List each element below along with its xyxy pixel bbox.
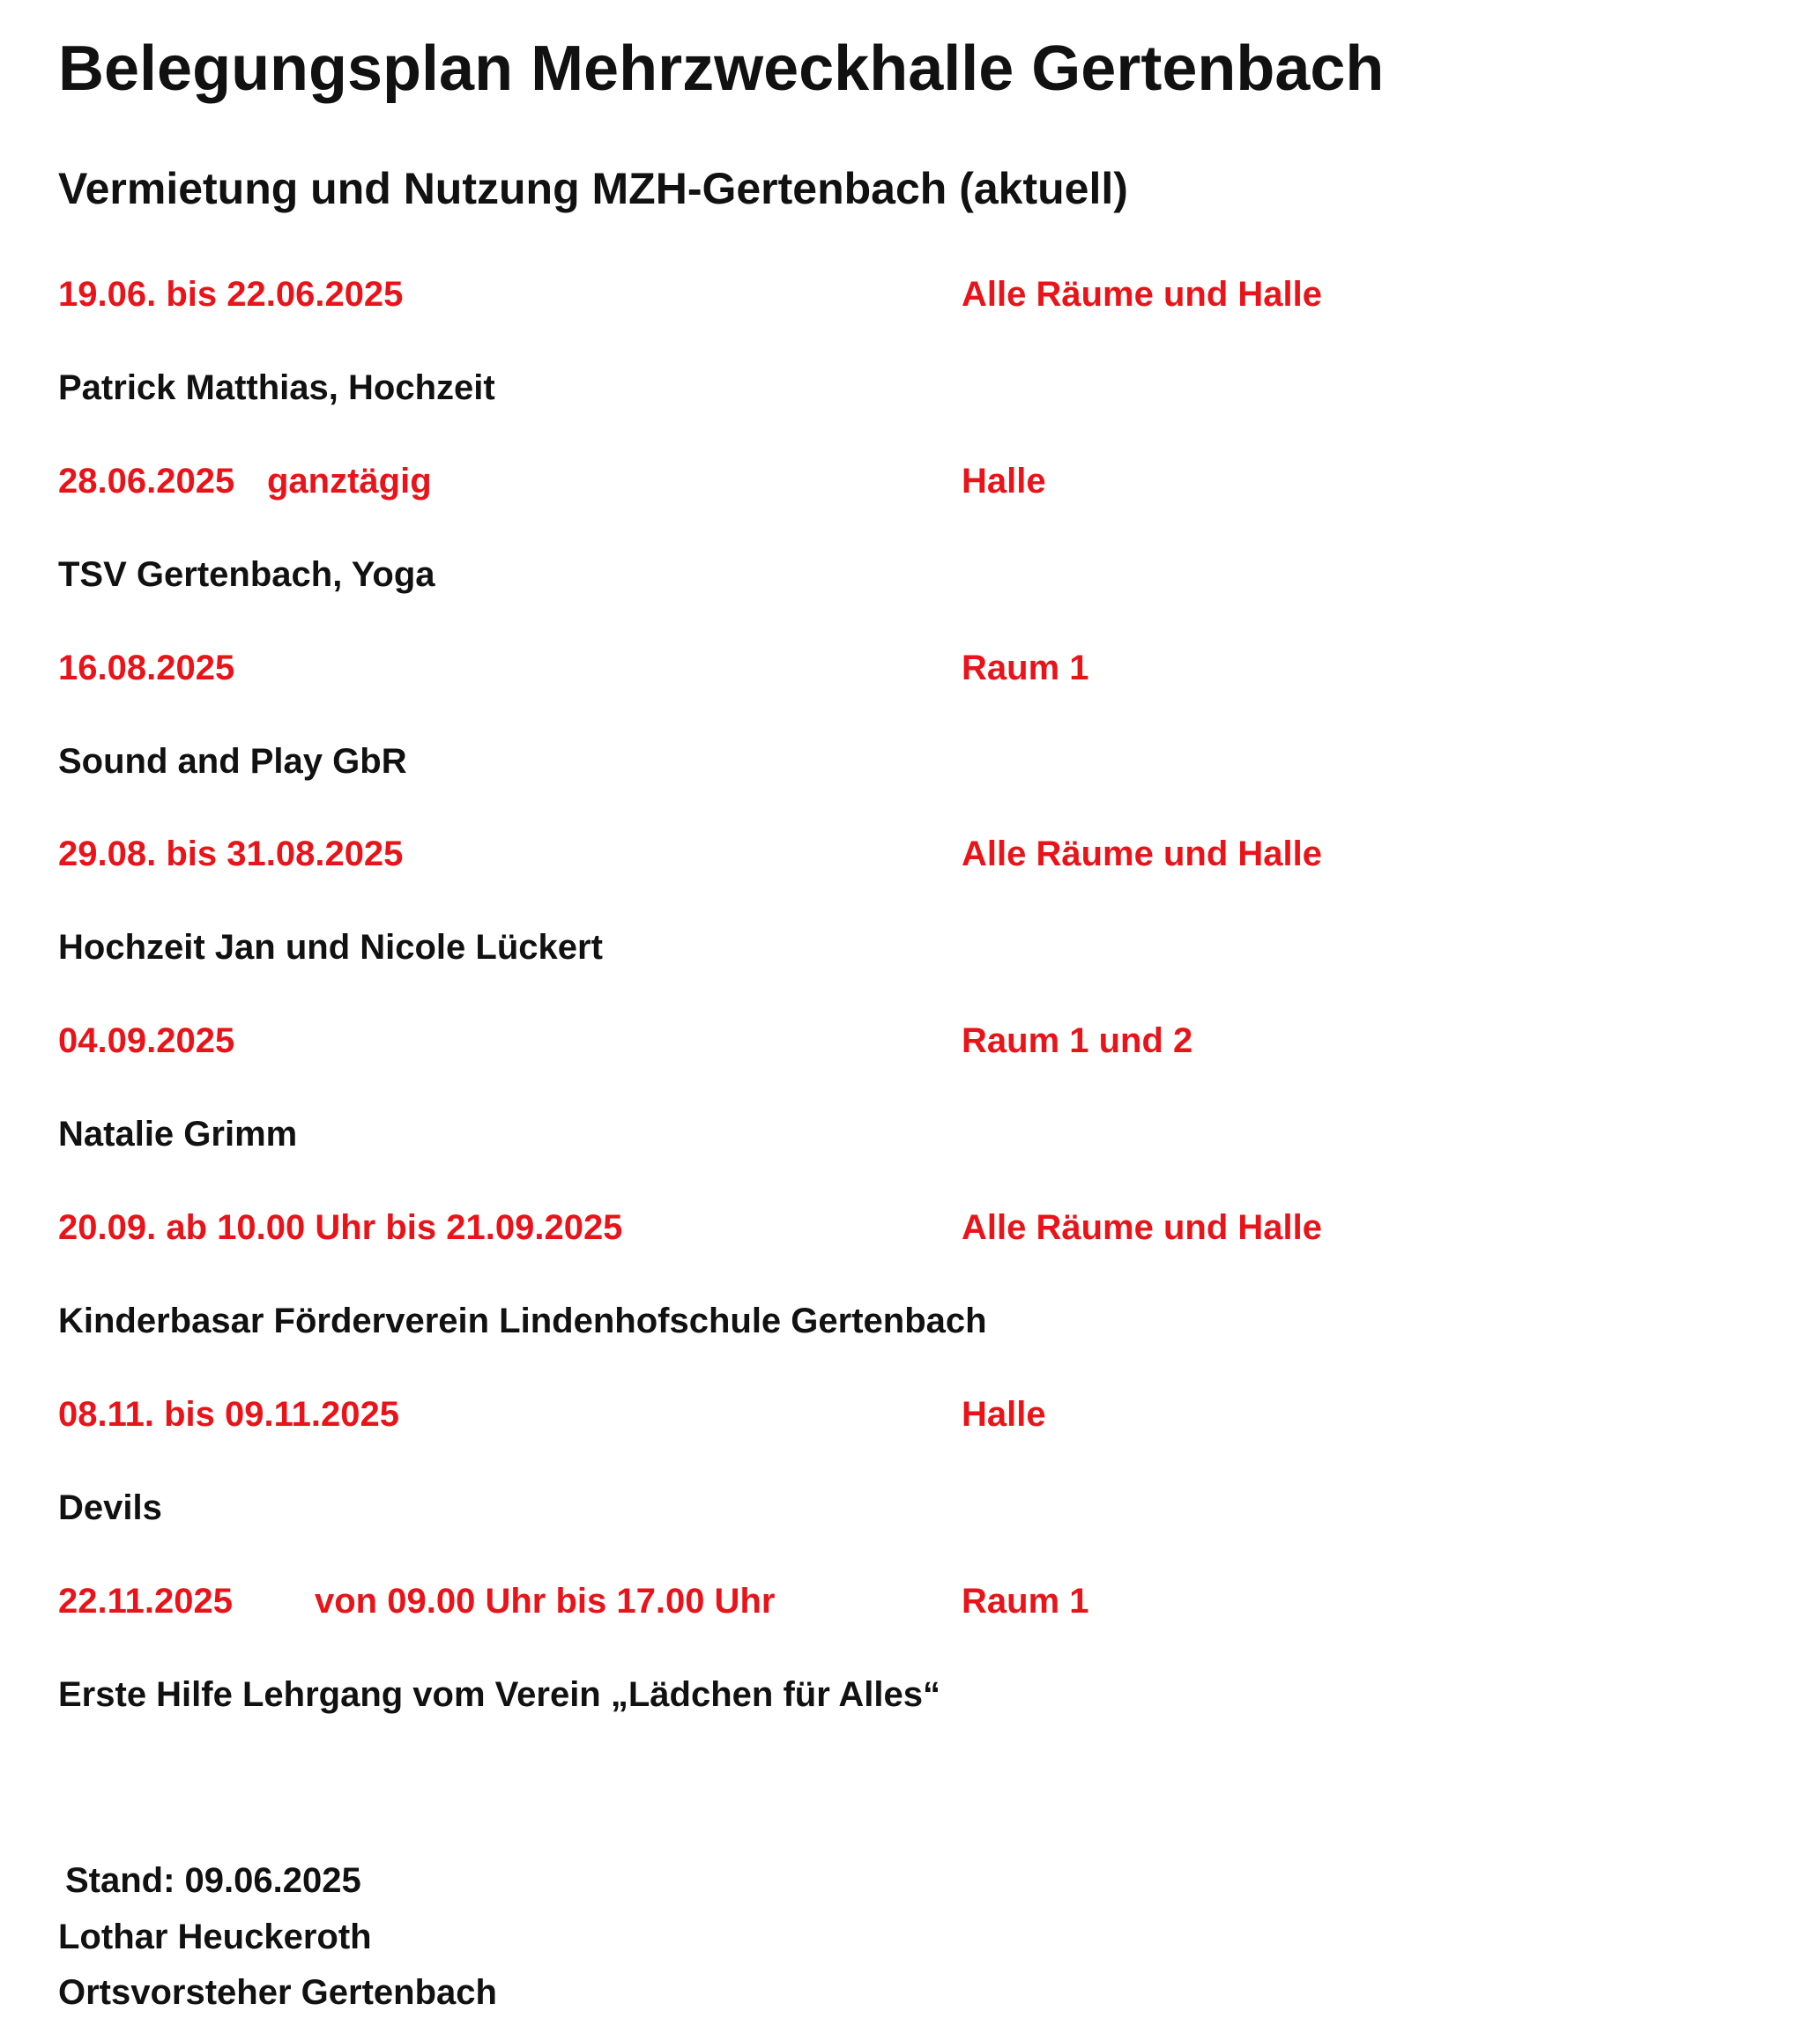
booking-date-row xyxy=(58,266,1733,323)
booking-event-row xyxy=(58,546,1733,603)
booking-event-row xyxy=(58,733,1733,790)
booking-time-note: von 09.00 Uhr bis 17.00 Uhr xyxy=(315,1582,776,1621)
booking-event-row xyxy=(58,919,1733,976)
footer-signatory-role: Ortsvorsteher Gertenbach xyxy=(58,1973,497,2012)
booking-event-row xyxy=(58,1480,1733,1536)
booking-event-row xyxy=(58,1293,1733,1349)
booking-room: Halle xyxy=(962,1395,1046,1434)
booking-date: 20.09. ab 10.00 Uhr bis 21.09.2025 xyxy=(58,1208,623,1247)
booking-event: Patrick Matthias, Hochzeit xyxy=(58,368,495,407)
booking-room: Raum 1 xyxy=(962,1582,1089,1621)
booking-room: Alle Räume und Halle xyxy=(962,1208,1322,1247)
booking-date: 29.08. bis 31.08.2025 xyxy=(58,835,404,873)
booking-date: 04.09.2025 xyxy=(58,1021,235,1060)
booking-room: Raum 1 xyxy=(962,649,1089,687)
booking-event: Hochzeit Jan und Nicole Lückert xyxy=(58,928,603,967)
booking-event-row xyxy=(58,360,1733,416)
booking-room: Alle Räume und Halle xyxy=(962,275,1322,314)
booking-date-row xyxy=(58,1386,1733,1443)
booking-event: TSV Gertenbach, Yoga xyxy=(58,555,435,594)
booking-date-row xyxy=(58,1199,1733,1256)
footer-signatory-name: Lothar Heuckeroth xyxy=(58,1918,372,1956)
booking-room: Alle Räume und Halle xyxy=(962,835,1322,873)
booking-date: 19.06. bis 22.06.2025 xyxy=(58,275,404,314)
booking-event: Natalie Grimm xyxy=(58,1115,298,1154)
booking-room: Halle xyxy=(962,462,1046,501)
booking-date-row xyxy=(58,826,1733,882)
booking-date: 28.06.2025 xyxy=(58,462,235,501)
booking-event: Kinderbasar Förderverein Lindenhofschule Gertenbach xyxy=(58,1302,987,1340)
footer-stand-date: Stand: 09.06.2025 xyxy=(65,1861,361,1900)
booking-event-row xyxy=(58,1106,1733,1162)
booking-date-row xyxy=(58,640,1733,696)
booking-event-row xyxy=(58,1666,1733,1723)
booking-date: 08.11. bis 09.11.2025 xyxy=(58,1395,400,1434)
booking-date: 22.11.2025 xyxy=(58,1582,233,1621)
booking-date-row xyxy=(58,1013,1733,1069)
document-subtitle: Vermietung und Nutzung MZH-Gertenbach (aktuell) xyxy=(58,164,1128,213)
booking-date: 16.08.2025 xyxy=(58,649,235,687)
booking-event: Erste Hilfe Lehrgang vom Verein „Lädchen für Alles“ xyxy=(58,1675,940,1714)
booking-event: Sound and Play GbR xyxy=(58,742,407,781)
booking-event: Devils xyxy=(58,1488,162,1527)
booking-time-note: ganztägig xyxy=(267,462,432,501)
document-title: Belegungsplan Mehrzweckhalle Gertenbach xyxy=(58,33,1385,104)
booking-date-row xyxy=(58,453,1733,509)
booking-room: Raum 1 und 2 xyxy=(962,1021,1193,1060)
booking-date-row xyxy=(58,1573,1733,1629)
